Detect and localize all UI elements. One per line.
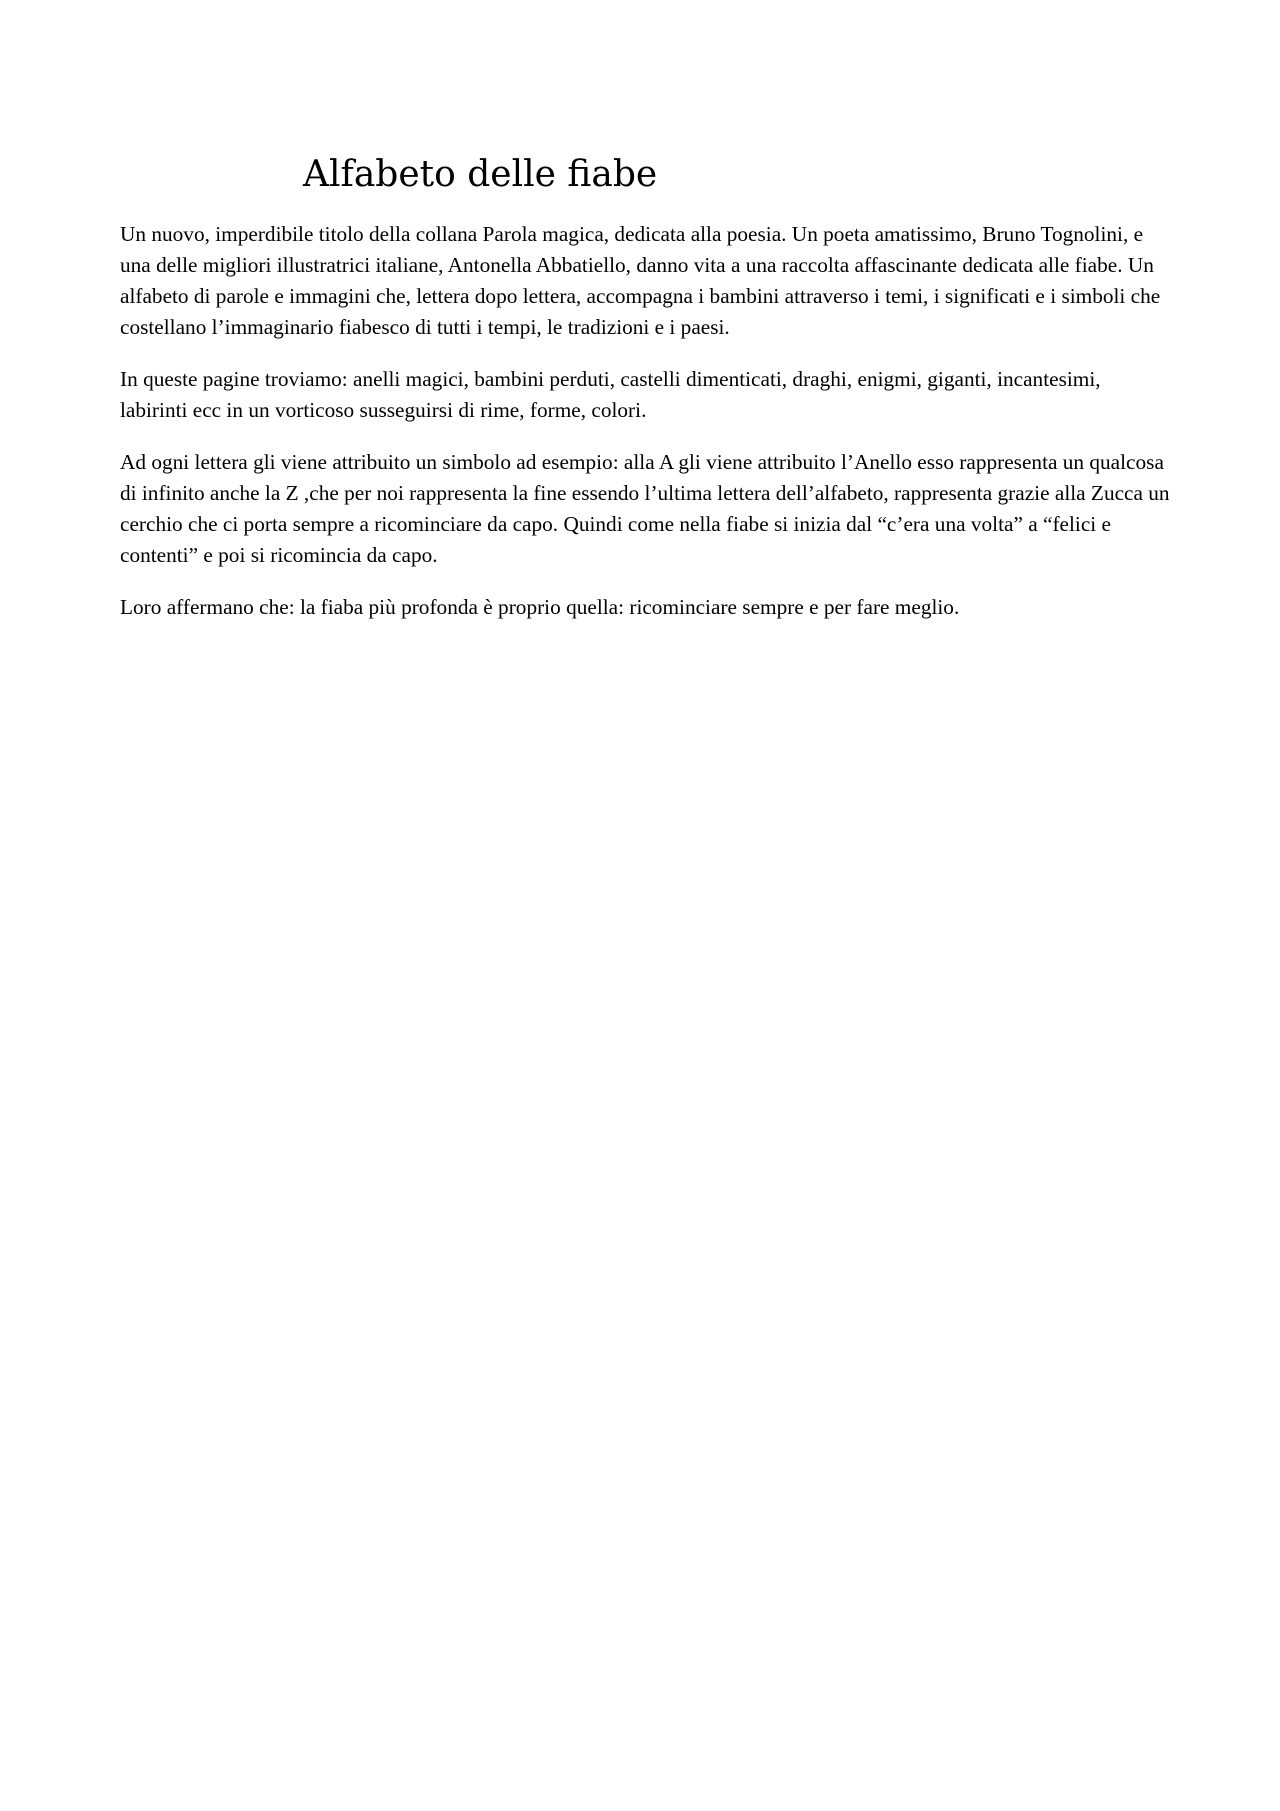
paragraph-symbols: Ad ogni lettera gli viene attribuito un simbolo ad esempio: alla A gli viene attribuito l’Anello esso rappresenta un qualcosa di infinito anche la Z ,che per noi rappresenta la fine essendo l’ultima lettera dell’alfabeto, rappresenta grazie alla Zucca un cerchio che ci porta sempre a ricominciare da capo. Quindi come nella fiabe si inizia dal “c’era una volta” a “felici e contenti” e poi si ricomincia da capo. (120, 450, 1170, 567)
paragraph-intro: Un nuovo, imperdibile titolo della collana Parola magica, dedicata alla poesia. Un poeta amatissimo, Bruno Tognolini, e una delle migliori illustratrici italiane, Antonella Abbatiello, danno vita a una raccolta affascinante dedicata alle fiabe. Un alfabeto di parole e immagini che, lettera dopo lettera, accompagna i bambini attraverso i temi, i significati e i simboli che costellano l’immaginario fiabesco di tutti i tempi, le tradizioni e i paesi. (120, 222, 1161, 339)
paragraph-conclusion: Loro affermano che: la fiaba più profonda è proprio quella: ricominciare sempre e per fare meglio. (120, 595, 960, 619)
document-body (120, 219, 1170, 644)
document-title: Alfabeto delle fiabe (303, 154, 658, 195)
paragraph-contents: In queste pagine troviamo: anelli magici, bambini perduti, castelli dimenticati, draghi, enigmi, giganti, incantesimi, labirinti ecc in un vorticoso susseguirsi di rime, forme, colori. (120, 367, 1101, 422)
